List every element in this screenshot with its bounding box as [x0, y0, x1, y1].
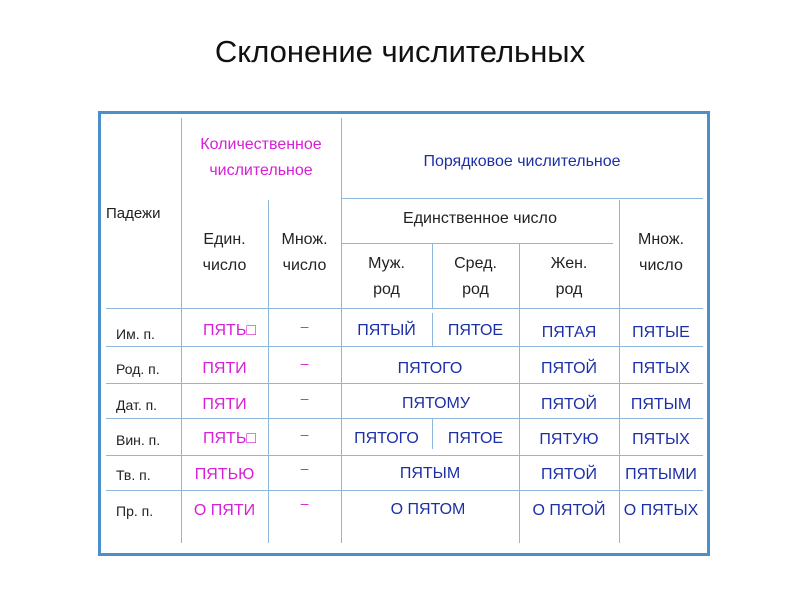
header-cardinal-plural-line1: Множ.	[281, 231, 328, 248]
header-neut-line2: род	[462, 281, 489, 298]
header-plural-ordinal	[619, 227, 703, 279]
masc-cell: ПЯТОГО	[354, 430, 419, 447]
plural-cell: ПЯТЫМИ	[625, 466, 697, 483]
plural-cell: ПЯТЫМ	[630, 396, 692, 413]
plural-cell: О ПЯТЫХ	[623, 502, 699, 519]
cardinal-plural-cell: –	[300, 460, 309, 476]
cardinal-cell: ПЯТЬ□	[203, 322, 256, 339]
header-cardinal-plural	[268, 227, 341, 279]
fem-cell: ПЯТУЮ	[539, 431, 599, 448]
cardinal-plural-cell: –	[300, 495, 309, 511]
header-cardinal-singular-line1: Един.	[203, 231, 246, 248]
header-plural-ordinal-line2: число	[639, 257, 683, 274]
masc-neut-cell: ПЯТЫМ	[399, 465, 461, 482]
header-fem-line2: род	[555, 281, 583, 298]
header-cardinal-line1: Количественное	[200, 136, 322, 153]
case-label: Тв. п.	[116, 467, 151, 483]
grid-line	[106, 346, 703, 347]
header-fem-line1: Жен.	[550, 255, 588, 272]
masc-neut-cell: ПЯТОГО	[397, 360, 463, 377]
case-label: Дат. п.	[116, 397, 158, 413]
header-masc-line1: Муж.	[368, 255, 405, 272]
masc-neut-cell: ПЯТОМУ	[401, 395, 471, 412]
cardinal-cell: ПЯТЬ□	[203, 430, 256, 447]
header-cases: Падежи	[106, 205, 161, 222]
masc-neut-cell: О ПЯТОМ	[390, 501, 466, 518]
case-label: Им. п.	[116, 326, 155, 342]
grid-line	[106, 308, 703, 309]
case-label: Пр. п.	[116, 503, 154, 519]
header-neut-line1: Сред.	[454, 255, 497, 272]
header-cardinal-line2: числительное	[209, 162, 313, 179]
neut-cell: ПЯТОЕ	[447, 430, 504, 447]
cardinal-cell: ПЯТИ	[202, 396, 247, 413]
cardinal-cell: ПЯТИ	[202, 360, 247, 377]
grid-line	[106, 455, 703, 456]
fem-cell: ПЯТОЙ	[540, 396, 598, 413]
grid-line	[106, 490, 703, 491]
header-singular-ordinal: Единственное число	[403, 210, 557, 227]
cardinal-cell: О ПЯТИ	[193, 502, 256, 519]
header-neut	[432, 251, 519, 303]
header-masc	[341, 251, 432, 303]
header-ordinal: Порядковое числительное	[423, 153, 621, 170]
header-cardinal	[181, 132, 341, 184]
header-fem	[519, 251, 619, 303]
header-plural-ordinal-line1: Множ.	[637, 231, 685, 248]
fem-cell: О ПЯТОЙ	[532, 502, 606, 519]
case-label: Род. п.	[116, 361, 160, 377]
grid-line	[341, 243, 613, 244]
masc-cell: ПЯТЫЙ	[357, 322, 416, 339]
header-masc-line2: род	[373, 281, 400, 298]
neut-cell: ПЯТОЕ	[447, 322, 504, 339]
cardinal-plural-cell: –	[300, 390, 309, 406]
plural-cell: ПЯТЫЕ	[632, 324, 690, 341]
cardinal-plural-cell: –	[300, 355, 309, 371]
plural-cell: ПЯТЫХ	[632, 360, 690, 377]
fem-cell: ПЯТОЙ	[540, 360, 598, 377]
plural-cell: ПЯТЫХ	[632, 431, 690, 448]
fem-cell: ПЯТАЯ	[541, 324, 597, 341]
grid-line	[106, 418, 703, 419]
cardinal-cell: ПЯТЬЮ	[194, 466, 255, 483]
fem-cell: ПЯТОЙ	[540, 466, 598, 483]
cardinal-plural-cell: –	[300, 318, 309, 334]
cardinal-plural-cell: –	[300, 426, 309, 442]
header-cardinal-singular-line2: число	[202, 257, 247, 274]
header-cardinal-plural-line2: число	[282, 257, 327, 274]
grid-line	[341, 198, 703, 199]
header-cardinal-singular	[181, 227, 268, 279]
page-title: Склонение числительных	[214, 34, 586, 69]
case-label: Вин. п.	[116, 432, 161, 448]
grid-line	[106, 383, 703, 384]
